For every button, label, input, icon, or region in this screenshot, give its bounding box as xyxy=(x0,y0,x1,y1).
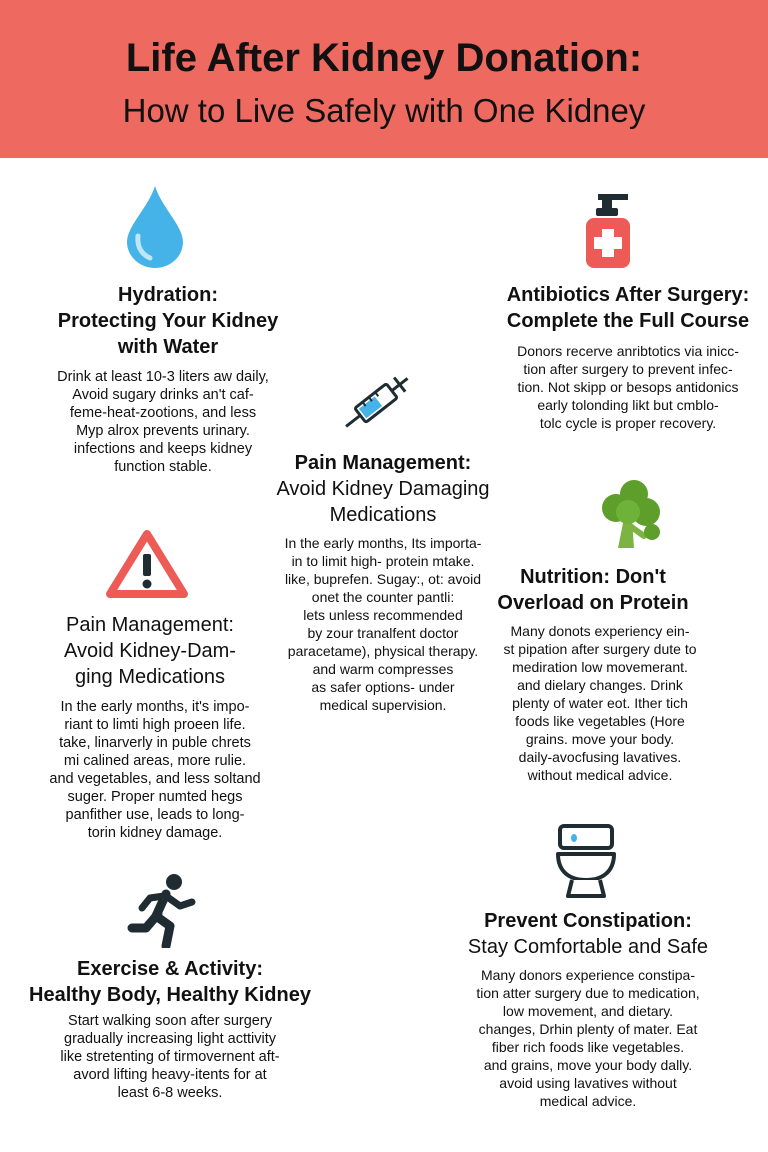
nutrition-heading-line2: Overload on Protein xyxy=(497,592,689,614)
exercise-text-line: avord lifting heavy-itents for at xyxy=(73,1067,267,1083)
nutrition-text xyxy=(470,622,730,784)
antibiotics-heading xyxy=(488,282,768,334)
hydration-text-line: Drink at least 10-3 liters aw daily, xyxy=(57,369,269,385)
water-drop-icon xyxy=(124,184,186,270)
nutrition-text-line: daily-avocfusing lavatives. xyxy=(518,749,682,765)
antibiotics-text-line: Donors recerve anribtotics via inicc- xyxy=(517,343,739,359)
pain-left-heading-line3: ging Medications xyxy=(74,666,226,688)
nutrition-text-line: st pipation after surgery dute to xyxy=(503,641,697,657)
antibiotics-text-line: early tolonding likt but cmblo- xyxy=(537,397,719,413)
constipation-text-line: Many donors experience constipa- xyxy=(480,967,695,983)
hydration-text-line: feme-heat-zootions, and less xyxy=(69,405,257,421)
exercise-text-line: gradually increasing light acttivity xyxy=(64,1031,276,1047)
hydration-heading xyxy=(18,282,318,360)
page-title: Life After Kidney Donation: xyxy=(125,36,643,80)
pain-center-text-line: and warm compresses xyxy=(312,661,454,677)
pain-center-text-line: paracetame), physical therapy. xyxy=(287,643,479,659)
toilet-icon xyxy=(554,822,618,900)
nutrition-text-line: Many donots experiency ein- xyxy=(510,623,690,639)
pain-center-heading xyxy=(238,450,528,528)
pain-left-text-line: panfither use, leads to long- xyxy=(65,807,245,823)
pain-left-text xyxy=(10,698,300,842)
nutrition-text-line: mediration low movemerant. xyxy=(512,659,688,675)
constipation-text xyxy=(448,966,728,1110)
pain-center-text-line: in to limit high- protein mtake. xyxy=(291,553,475,569)
hydration-text-line: infections and keeps kidney xyxy=(73,441,253,457)
pain-center-heading-line2: Avoid Kidney Damaging xyxy=(276,478,490,500)
nutrition-heading xyxy=(488,564,698,616)
pain-center-heading-line1: Pain Management: xyxy=(294,452,472,474)
antibiotics-heading-line1: Antibiotics After Surgery: xyxy=(506,284,750,306)
pain-center-text-line: onet the counter pantli: xyxy=(311,589,455,605)
exercise-text-line: like stretenting of tirmovernent aft- xyxy=(60,1049,280,1065)
syringe-icon xyxy=(336,364,422,440)
pain-center-text-line: by zour tranalfent doctor xyxy=(307,625,459,641)
constipation-heading-line2: Stay Comfortable and Safe xyxy=(467,936,709,958)
nutrition-text-line: grains. move your body. xyxy=(525,731,675,747)
pain-left-text-line: mi calined areas, more rulie. xyxy=(63,753,247,769)
nutrition-text-line: foods like vegetables (Hore xyxy=(515,713,685,729)
exercise-heading xyxy=(20,956,320,1008)
exercise-text-line: Start walking soon after surgery xyxy=(68,1013,272,1029)
running-person-icon xyxy=(126,872,198,948)
constipation-text-line: low movement, and dietary. xyxy=(502,1003,674,1019)
constipation-text-line: tion atter surgery due to medication, xyxy=(476,985,700,1001)
hydration-heading-line1: Hydration: xyxy=(118,284,218,306)
antibiotics-heading-line2: Complete the Full Course xyxy=(506,310,750,332)
exercise-heading-line2: Healthy Body, Healthy Kidney xyxy=(29,984,311,1006)
antibiotics-text-line: tion after surgery to prevent infec- xyxy=(523,361,733,377)
pain-left-heading-line1: Pain Management: xyxy=(66,614,234,636)
pain-left-heading xyxy=(10,612,290,690)
pain-left-text-line: take, linarverly in puble chrets xyxy=(59,735,251,751)
pain-left-text-line: and vegetables, and less soltand xyxy=(49,771,261,787)
hydration-text-line: Myp alrox prevents urinary. xyxy=(76,423,250,439)
pain-center-heading-line3: Medications xyxy=(329,504,437,526)
pain-center-text-line: as safer options- under xyxy=(311,679,455,695)
hydration-text-line: Avoid sugary drinks an't caf- xyxy=(72,387,254,403)
pain-center-text-line: medical supervision. xyxy=(319,697,447,713)
constipation-text-line: changes, Drhin plenty of mater. Eat xyxy=(478,1021,698,1037)
nutrition-text-line: plenty of water eot. Ither tich xyxy=(512,695,688,711)
antibiotics-text-line: tolc cycle is proper recovery. xyxy=(539,415,717,431)
pain-left-heading-line2: Avoid Kidney-Dam- xyxy=(64,640,236,662)
page-subtitle: How to Live Safely with One Kidney xyxy=(122,92,646,129)
pain-center-text-line: lets unless recommended xyxy=(303,607,463,623)
constipation-text-line: and grains, move your body dally. xyxy=(483,1057,693,1073)
nutrition-heading-line1: Nutrition: Don't xyxy=(520,566,666,588)
constipation-text-line: medical advice. xyxy=(539,1093,637,1109)
pain-center-text-line: like, buprefen. Sugay:, ot: avoid xyxy=(284,571,482,587)
pain-left-text-line: torin kidney damage. xyxy=(87,825,223,841)
medicine-bottle-icon xyxy=(582,192,636,270)
hydration-heading-line2: Protecting Your Kidney xyxy=(57,310,279,332)
antibiotics-text-line: tion. Not skipp or besops antidonics xyxy=(517,379,739,395)
header-banner xyxy=(0,0,768,158)
exercise-text xyxy=(20,1012,320,1102)
pain-left-text-line: In the early months, it's impo- xyxy=(60,699,250,715)
pain-center-text-line: In the early months, Its importa- xyxy=(284,535,482,551)
nutrition-text-line: and dielary changes. Drink xyxy=(517,677,683,693)
hydration-heading-line3: with Water xyxy=(117,336,219,358)
hydration-text-line: function stable. xyxy=(114,459,212,475)
pain-left-text-line: suger. Proper numted hegs xyxy=(67,789,243,805)
broccoli-icon xyxy=(594,478,664,552)
exercise-heading-line1: Exercise & Activity: xyxy=(76,958,263,980)
constipation-heading xyxy=(450,908,726,960)
constipation-text-line: avoid using lavatives without xyxy=(499,1075,677,1091)
antibiotics-text xyxy=(488,342,768,432)
constipation-heading-line1: Prevent Constipation: xyxy=(484,910,692,932)
constipation-text-line: fiber rich foods like vegetables. xyxy=(491,1039,685,1055)
nutrition-text-line: without medical advice. xyxy=(527,767,673,783)
warning-triangle-icon xyxy=(104,528,190,600)
exercise-text-line: least 6-8 weeks. xyxy=(117,1085,223,1101)
pain-left-text-line: riant to limti high proeen life. xyxy=(64,717,246,733)
